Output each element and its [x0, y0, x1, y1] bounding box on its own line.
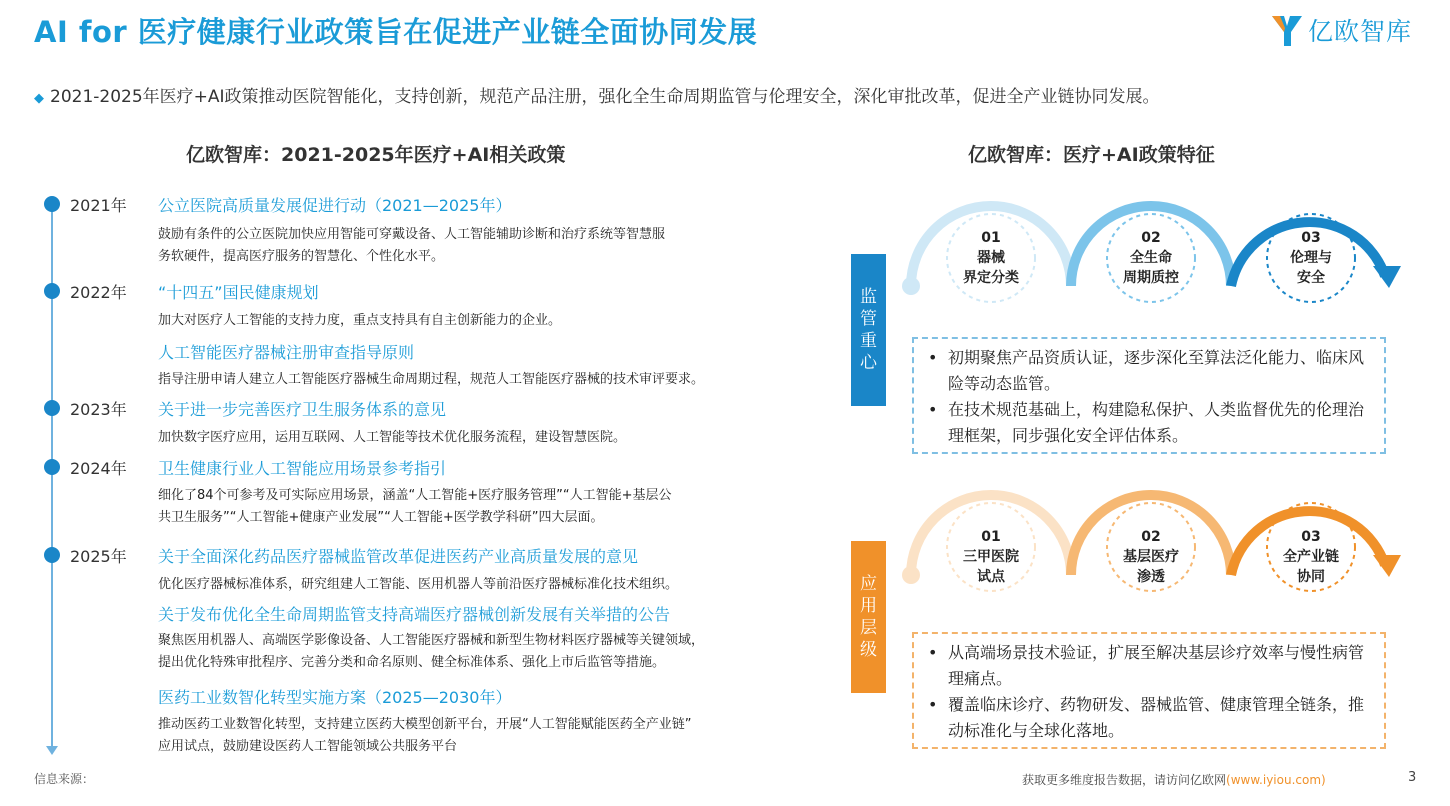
bullet-item	[928, 397, 1372, 449]
bullet-symbol: •	[928, 695, 938, 714]
timeline-dot-2024	[44, 459, 60, 475]
page-title: AI for 医疗健康行业政策旨在促进产业链全面协同发展	[34, 15, 758, 49]
stage-number: 02	[1141, 230, 1161, 246]
tab-regulatory-focus	[851, 254, 886, 406]
stage-number: 03	[1301, 529, 1321, 545]
bullet-text: 从高端场景技术验证，扩展至解决基层诊疗效率与慢性病管理痛点。	[948, 643, 1365, 688]
bullet-symbol: •	[928, 348, 938, 367]
policy-desc	[158, 574, 678, 596]
right-section-title: 亿欧智库：医疗+AI政策特征	[968, 144, 1215, 166]
policy-desc-line: 聚焦医用机器人、高端医学影像设备、人工智能医疗器械和新型生物材料医疗器械等关键领域，	[158, 633, 705, 648]
policy-desc-line: 加大对医疗人工智能的支持力度，重点支持具有自主创新能力的企业。	[158, 313, 562, 328]
timeline-dot-2025	[44, 547, 60, 563]
year-2025: 2025年	[70, 547, 127, 566]
policy-title: 关于进一步完善医疗卫生服务体系的意见	[158, 400, 447, 419]
policy-title: 关于发布优化全生命周期监管支持高端医疗器械创新发展有关举措的公告	[158, 605, 671, 624]
stage-text: 协同	[1297, 569, 1325, 585]
summary-line	[34, 82, 1160, 107]
stage-text: 全产业链	[1283, 549, 1339, 565]
policy-desc	[158, 485, 672, 529]
policy-desc-line: 共卫生服务”“人工智能+健康产业发展”“人工智能+医学教学科研”四大层面。	[158, 510, 604, 525]
stage-number: 03	[1301, 230, 1321, 246]
policy-title: 人工智能医疗器械注册审查指导原则	[158, 343, 415, 362]
stage-label-02	[1103, 228, 1199, 288]
stage-text: 渗透	[1137, 569, 1165, 585]
year-2022: 2022年	[70, 283, 127, 302]
stage-label-01	[943, 527, 1039, 587]
stage-number: 01	[981, 230, 1001, 246]
stage-text: 器械	[977, 250, 1005, 266]
diamond-bullet-icon: ◆	[34, 91, 44, 106]
arc-start-dot	[902, 566, 920, 584]
arc-arrowhead-icon	[1373, 555, 1401, 577]
timeline-dot-2021	[44, 196, 60, 212]
stage-text: 三甲医院	[963, 549, 1019, 565]
stage-label-03	[1263, 228, 1359, 288]
source-note: 信息来源：	[34, 772, 95, 786]
policy-title: 卫生健康行业人工智能应用场景参考指引	[158, 459, 447, 478]
bullet-text: 初期聚焦产品资质认证，逐步深化至算法泛化能力、临床风险等动态监管。	[948, 348, 1365, 393]
policy-desc-line: 推动医药工业数智化转型，支持建立医药大模型创新平台，开展“人工智能赋能医药全产业链”	[158, 717, 692, 732]
logo-text: 亿欧智库	[1308, 17, 1413, 46]
footer-text: 获取更多维度报告数据，请访问亿欧网	[1022, 773, 1227, 787]
arc-arrowhead-icon	[1373, 266, 1401, 288]
footer-link[interactable]: (www.iyiou.com)	[1226, 773, 1326, 787]
arc-start-dot	[902, 277, 920, 295]
bullet-text: 在技术规范基础上，构建隐私保护、人类监督优先的伦理治理框架，同步强化安全评估体系。	[948, 400, 1365, 445]
policy-desc-line: 指导注册申请人建立人工智能医疗器械生命周期过程，规范人工智能医疗器械的技术审评要求。	[158, 372, 705, 387]
stage-text: 试点	[977, 569, 1005, 585]
bullet-symbol: •	[928, 643, 938, 662]
stage-label-02	[1103, 527, 1199, 587]
yiou-logo-icon	[1270, 12, 1304, 48]
brand-logo	[1270, 12, 1412, 48]
stage-label-01	[943, 228, 1039, 288]
tab-label: 监管重心	[860, 287, 877, 373]
policy-desc-line: 提出优化特殊审批程序、完善分类和命名原则、健全标准体系、强化上市后监管等措施。	[158, 655, 666, 670]
policy-desc-line: 鼓励有条件的公立医院加快应用智能可穿戴设备、人工智能辅助诊断和治疗系统等智慧服	[158, 227, 666, 242]
tab-label: 应用层级	[860, 574, 877, 660]
footer-note	[1022, 771, 1326, 788]
stage-number: 01	[981, 529, 1001, 545]
stage-text: 基层医疗	[1123, 549, 1179, 565]
timeline-dot-2023	[44, 400, 60, 416]
policy-title: 医药工业数智化转型实施方案（2025—2030年）	[158, 688, 512, 707]
tab-application-level	[851, 541, 886, 693]
stage-text: 界定分类	[963, 270, 1019, 286]
stage-number: 02	[1141, 529, 1161, 545]
stage-text: 周期质控	[1123, 270, 1179, 286]
stage-text: 安全	[1297, 270, 1325, 286]
policy-desc-line: 加快数字医疗应用，运用互联网、人工智能等技术优化服务流程，建设智慧医院。	[158, 430, 627, 445]
policy-desc	[158, 630, 704, 674]
policy-desc-line: 应用试点，鼓励建设医药人工智能领域公共服务平台	[158, 739, 458, 754]
policy-title: “十四五”国民健康规划	[158, 283, 319, 302]
summary-text: 2021-2025年医疗+AI政策推动医院智能化，支持创新，规范产品注册，强化全生命周期监管与伦理安全，深化审批改革，促进全产业链协同发展。	[50, 87, 1160, 107]
bullet-text: 覆盖临床诊疗、药物研发、器械监管、健康管理全链条，推动标准化与全球化落地。	[948, 695, 1365, 740]
stage-text: 全生命	[1130, 250, 1172, 266]
stage-text: 伦理与	[1290, 250, 1332, 266]
policy-desc	[158, 369, 704, 391]
bullet-item	[928, 345, 1372, 397]
year-2021: 2021年	[70, 196, 127, 215]
timeline-dot-2022	[44, 283, 60, 299]
regulatory-bullets-box	[912, 337, 1386, 454]
policy-desc-line: 优化医疗器械标准体系，研究组建人工智能、医用机器人等前沿医疗器械标准化技术组织。	[158, 577, 679, 592]
policy-desc	[158, 224, 665, 268]
bullet-item	[928, 692, 1372, 744]
stage-label-03	[1263, 527, 1359, 587]
left-section-title: 亿欧智库：2021-2025年医疗+AI相关政策	[186, 144, 566, 166]
policy-title: 公立医院高质量发展促进行动（2021—2025年）	[158, 196, 512, 215]
bullet-symbol: •	[928, 400, 938, 419]
year-2024: 2024年	[70, 459, 127, 478]
policy-title: 关于全面深化药品医疗器械监管改革促进医药产业高质量发展的意见	[158, 547, 639, 566]
page-number: 3	[1408, 770, 1417, 785]
policy-desc	[158, 427, 626, 449]
timeline-arrow-icon	[46, 746, 58, 755]
policy-desc	[158, 310, 561, 332]
policy-desc-line: 细化了84个可参考及可实际应用场景，涵盖“人工智能+医疗服务管理”“人工智能+基层公	[158, 488, 672, 503]
policy-desc-line: 务软硬件，提高医疗服务的智慧化、个性化水平。	[158, 249, 445, 264]
application-bullets-box	[912, 632, 1386, 749]
year-2023: 2023年	[70, 400, 127, 419]
bullet-item	[928, 640, 1372, 692]
policy-desc	[158, 714, 691, 758]
